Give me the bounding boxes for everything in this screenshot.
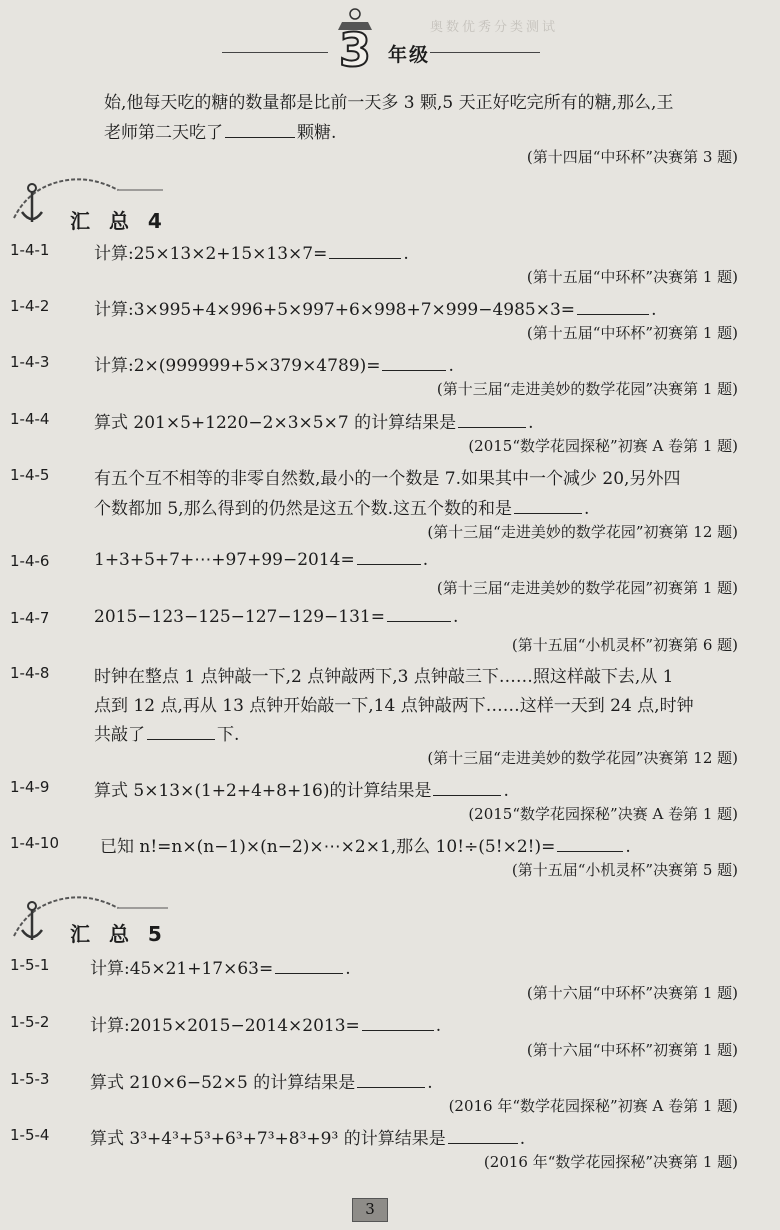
grade-label: 年级 bbox=[388, 44, 431, 66]
answer-blank bbox=[357, 563, 421, 565]
answer-blank bbox=[329, 257, 401, 259]
problem-text: 算式 3³+4³+5³+6³+7³+8³+9³ 的计算结果是 . bbox=[90, 1129, 526, 1149]
faint-header-text: 奥数优秀分类测试 bbox=[430, 20, 559, 35]
answer-blank bbox=[577, 313, 649, 315]
header-rule-left bbox=[222, 52, 328, 53]
page-number: 3 bbox=[365, 1200, 375, 1218]
problem-number: 1-4-6 bbox=[10, 552, 50, 570]
problem-source: (2016 年“数学花园探秘”初赛 A 卷第 1 题) bbox=[448, 1097, 738, 1115]
problem-source: (2015“数学花园探秘”初赛 A 卷第 1 题) bbox=[468, 437, 738, 455]
problem-text: 算式 5×13×(1+2+4+8+16)的计算结果是 . bbox=[94, 781, 509, 801]
answer-blank bbox=[514, 512, 582, 514]
problem-number: 1-5-4 bbox=[10, 1126, 50, 1144]
answer-blank bbox=[362, 1029, 434, 1031]
intro-line-2-after: 颗糖. bbox=[297, 123, 337, 143]
problem-text: 算式 210×6−52×5 的计算结果是 . bbox=[90, 1073, 433, 1093]
page-number-box bbox=[352, 1198, 388, 1222]
problem-text: 计算:45×21+17×63= . bbox=[90, 959, 351, 979]
answer-blank bbox=[448, 1142, 518, 1144]
problem-source: (第十五届“小机灵杯”初赛第 6 题) bbox=[511, 636, 738, 654]
intro-source: (第十四届“中环杯”决赛第 3 题) bbox=[526, 148, 738, 166]
problem-source: (第十三届“走进美妙的数学花园”决赛第 12 题) bbox=[427, 749, 738, 767]
answer-blank bbox=[433, 794, 501, 796]
problem-source: (第十六届“中环杯”初赛第 1 题) bbox=[526, 1041, 738, 1059]
problem-text: 计算:2×(999999+5×379×4789)= . bbox=[94, 356, 454, 376]
answer-blank bbox=[557, 850, 623, 852]
intro-line-1: 始,他每天吃的糖的数量都是比前一天多 3 颗,5 天正好吃完所有的糖,那么,王 bbox=[104, 93, 674, 113]
page-header bbox=[0, 0, 780, 80]
problem-source: (第十六届“中环杯”决赛第 1 题) bbox=[526, 984, 738, 1002]
problem-number: 1-4-3 bbox=[10, 353, 50, 371]
problem-number: 1-4-8 bbox=[10, 664, 50, 682]
problem-number: 1-4-2 bbox=[10, 297, 50, 315]
problem-source: (第十五届“中环杯”初赛第 1 题) bbox=[526, 324, 738, 342]
problem-number: 1-5-1 bbox=[10, 956, 50, 974]
problem-number: 1-4-4 bbox=[10, 410, 50, 428]
problem-source: (第十五届“小机灵杯”决赛第 5 题) bbox=[511, 861, 738, 879]
problem-text: 2015−123−125−127−129−131= . bbox=[94, 607, 459, 627]
problem-text: 计算:3×995+4×996+5×997+6×998+7×999−4985×3= . bbox=[94, 300, 657, 320]
problem-number: 1-4-7 bbox=[10, 609, 50, 627]
problem-number: 1-4-5 bbox=[10, 466, 50, 484]
problem-text: 计算:2015×2015−2014×2013= . bbox=[90, 1016, 442, 1036]
problem-source: (第十五届“中环杯”决赛第 1 题) bbox=[526, 268, 738, 286]
answer-blank bbox=[382, 369, 446, 371]
problem-number: 1-5-3 bbox=[10, 1070, 50, 1088]
answer-blank bbox=[357, 1086, 425, 1088]
intro-line-2-before: 老师第二天吃了 bbox=[104, 123, 223, 143]
grade-digit: 3 bbox=[338, 23, 372, 72]
answer-blank bbox=[147, 738, 215, 740]
problem-text: 算式 201×5+1220−2×3×5×7 的计算结果是 . bbox=[94, 413, 534, 433]
intro-line-2 bbox=[104, 118, 336, 143]
problem-text: 个数都加 5,那么得到的仍然是这五个数.这五个数的和是 . bbox=[94, 499, 590, 519]
problem-number: 1-4-10 bbox=[10, 834, 59, 852]
problem-source: (第十三届“走进美妙的数学花园”决赛第 1 题) bbox=[436, 380, 738, 398]
problem-text: 1+3+5+7+⋯+97+99−2014= . bbox=[94, 550, 429, 570]
problem-source: (2016 年“数学花园探秘”决赛第 1 题) bbox=[483, 1153, 738, 1171]
answer-blank bbox=[458, 426, 526, 428]
problem-text: 共敲了 下. bbox=[94, 725, 240, 745]
problem-text: 计算:25×13×2+15×13×7= . bbox=[94, 244, 409, 264]
problem-text: 点到 12 点,再从 13 点钟开始敲一下,14 点钟敲两下……这样一天到 24 点,时钟 bbox=[94, 696, 694, 716]
problem-number: 1-5-2 bbox=[10, 1013, 50, 1031]
grade-badge-icon bbox=[328, 6, 382, 72]
problem-source: (2015“数学花园探秘”决赛 A 卷第 1 题) bbox=[468, 805, 738, 823]
answer-blank bbox=[275, 972, 343, 974]
problem-text: 时钟在整点 1 点钟敲一下,2 点钟敲两下,3 点钟敲三下……照这样敲下去,从 1 bbox=[94, 667, 674, 687]
answer-blank bbox=[387, 620, 451, 622]
problem-number: 1-4-9 bbox=[10, 778, 50, 796]
section-title-5: 汇 总 5 bbox=[70, 922, 168, 946]
problem-number: 1-4-1 bbox=[10, 241, 50, 259]
header-rule-right bbox=[430, 52, 540, 53]
problem-source: (第十三届“走进美妙的数学花园”初赛第 12 题) bbox=[427, 523, 738, 541]
answer-blank bbox=[225, 136, 295, 138]
problem-text: 已知 n!=n×(n−1)×(n−2)×⋯×2×1,那么 10!÷(5!×2!)= . bbox=[100, 837, 631, 857]
problem-source: (第十三届“走进美妙的数学花园”初赛第 1 题) bbox=[436, 579, 738, 597]
problem-text: 有五个互不相等的非零自然数,最小的一个数是 7.如果其中一个减少 20,另外四 bbox=[94, 469, 681, 489]
section-title-4: 汇 总 4 bbox=[70, 209, 168, 233]
